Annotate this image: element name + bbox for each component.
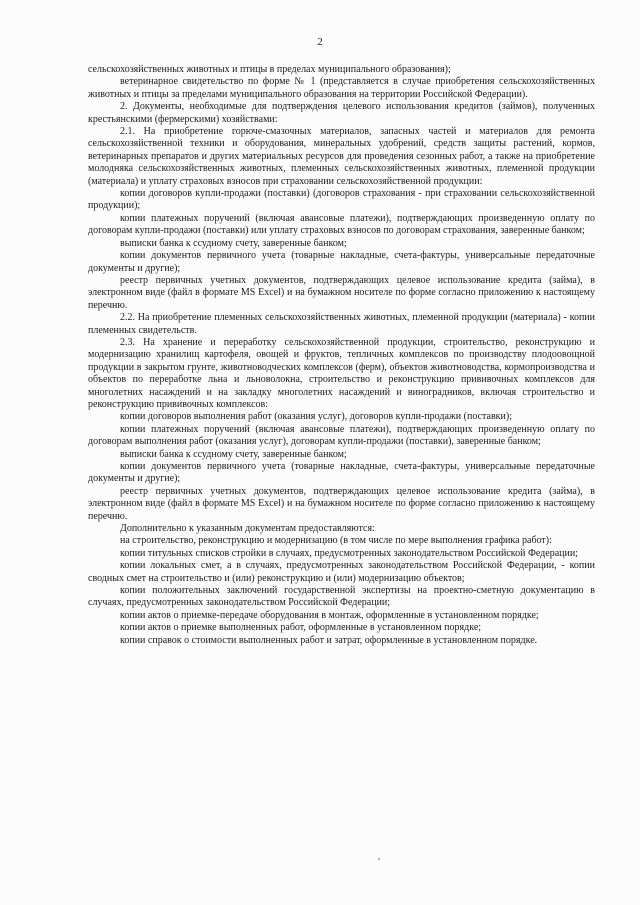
paragraph: Дополнительно к указанным документам предоставляются: bbox=[120, 523, 375, 535]
paragraph: копии актов о приемке выполненных работ, оформленные в установленном порядке; bbox=[120, 622, 482, 634]
paragraph: на строительство, реконструкцию и модернизацию (в том числе по мере выполнения графика работ): bbox=[120, 535, 552, 547]
paragraph: реестр первичных учетных документов, подтверждающих целевое использование кредита (займа), в электронном виде (файл в формате MS Excel) и на бумажном носителе по форме согласно приложению к настоящему перечню. bbox=[88, 485, 595, 522]
paragraph: копии документов первичного учета (товарные накладные, счета-фактуры, универсальные передаточные документы и другие); bbox=[88, 250, 595, 274]
paragraph: сельскохозяйственных животных и птицы в пределах муниципального образования); bbox=[88, 64, 451, 75]
paragraph: копии положительных заключений государственной экспертизы на проектно-сметную документацию в случаях, предусмотренных законодательством Российской Федерации; bbox=[88, 585, 595, 609]
paragraph: копии локальных смет, а в случаях, предусмотренных законодательством Российской Федерации, - копии сводных смет на строительство и (или) реконструкцию и (или) модернизацию объектов; bbox=[88, 560, 595, 584]
paragraph: копии справок о стоимости выполненных работ и затрат, оформленные в установленном порядке. bbox=[120, 634, 538, 646]
paragraph: 2.2. На приобретение племенных сельскохозяйственных животных, племенной продукции (материала) - копии племенных свидетельств. bbox=[88, 312, 595, 336]
page-number: 2 bbox=[317, 36, 323, 48]
paragraph: копии актов о приемке-передаче оборудования в монтаж, оформленные в установленном порядке; bbox=[120, 609, 539, 621]
paragraph: копии документов первичного учета (товарные накладные, счета-фактуры, универсальные передаточные документы и другие); bbox=[88, 461, 595, 485]
paragraph: выписки банка к ссудному счету, заверенные банком; bbox=[120, 237, 347, 249]
paragraph: 2.1. На приобретение горюче-смазочных материалов, запасных частей и материалов для ремонта сельскохозяйственной техники и оборудования, минеральных удобрений, средств защиты растений, кормов, ветеринарных препаратов и других материальных ресурсов для проведения сезонных работ, а также на приобретение молодняка сельскохозяйственных животных, племенных сельскохозяйственных животных, племенной продукции (материала) и уплату страховых взносов при страховании сельскохозяйственной продукции: bbox=[88, 126, 595, 187]
scan-speck bbox=[378, 858, 380, 860]
paragraph: реестр первичных учетных документов, подтверждающих целевое использование кредита (займа), в электронном виде (файл в формате MS Excel) и на бумажном носителе по форме согласно приложению к настоящему перечню. bbox=[88, 274, 595, 311]
paragraph: копии платежных поручений (включая авансовые платежи), подтверждающих произведенную оплату по договорам выполнения работ (оказания услуг), договорам купли-продажи (поставки), заверенные банком; bbox=[88, 423, 595, 448]
paragraph: выписки банка к ссудному счету, заверенные банком; bbox=[120, 448, 347, 460]
paragraph: 2.3. На хранение и переработку сельскохозяйственной продукции, строительство, реконструкцию и модернизацию хранилищ картофеля, овощей и фруктов, тепличных комплексов по производству плодоовощной продукции в закрытом грунте, животноводческих комплексов (ферм), объектов животноводства, кормопроизводства и объектов по переработке льна и льноволокна, строительство и реконструкцию прививочных комплексов для многолетних насаждений и на закладку многолетних насаждений и виноградников, включая строительство и реконструкцию прививочных комплексов: bbox=[88, 336, 595, 410]
paragraph: ветеринарное свидетельство по форме № 1 (представляется в случае приобретения сельскохозяйственных животных и птицы за пределами муниципального образования на территории Российской Федерации). bbox=[88, 76, 595, 100]
paragraph: 2. Документы, необходимые для подтверждения целевого использования кредитов (займов), полученных крестьянскими (фермерскими) хозяйствами: bbox=[88, 101, 595, 125]
paragraph: копии договоров купли-продажи (поставки) (договоров страхования - при страховании сельскохозяйственной продукции); bbox=[88, 188, 595, 212]
paragraph: копии платежных поручений (включая авансовые платежи), подтверждающих произведенную оплату по договорам купли-продажи (поставки) или уплату страховых взносов по договорам страхования, заверенные банком; bbox=[88, 212, 595, 237]
paragraph: копии титульных списков стройки в случаях, предусмотренных законодательством Российской Федерации; bbox=[120, 547, 578, 559]
paragraph: копии договоров выполнения работ (оказания услуг), договоров купли-продажи (поставки); bbox=[120, 411, 513, 423]
document-body bbox=[88, 64, 595, 647]
